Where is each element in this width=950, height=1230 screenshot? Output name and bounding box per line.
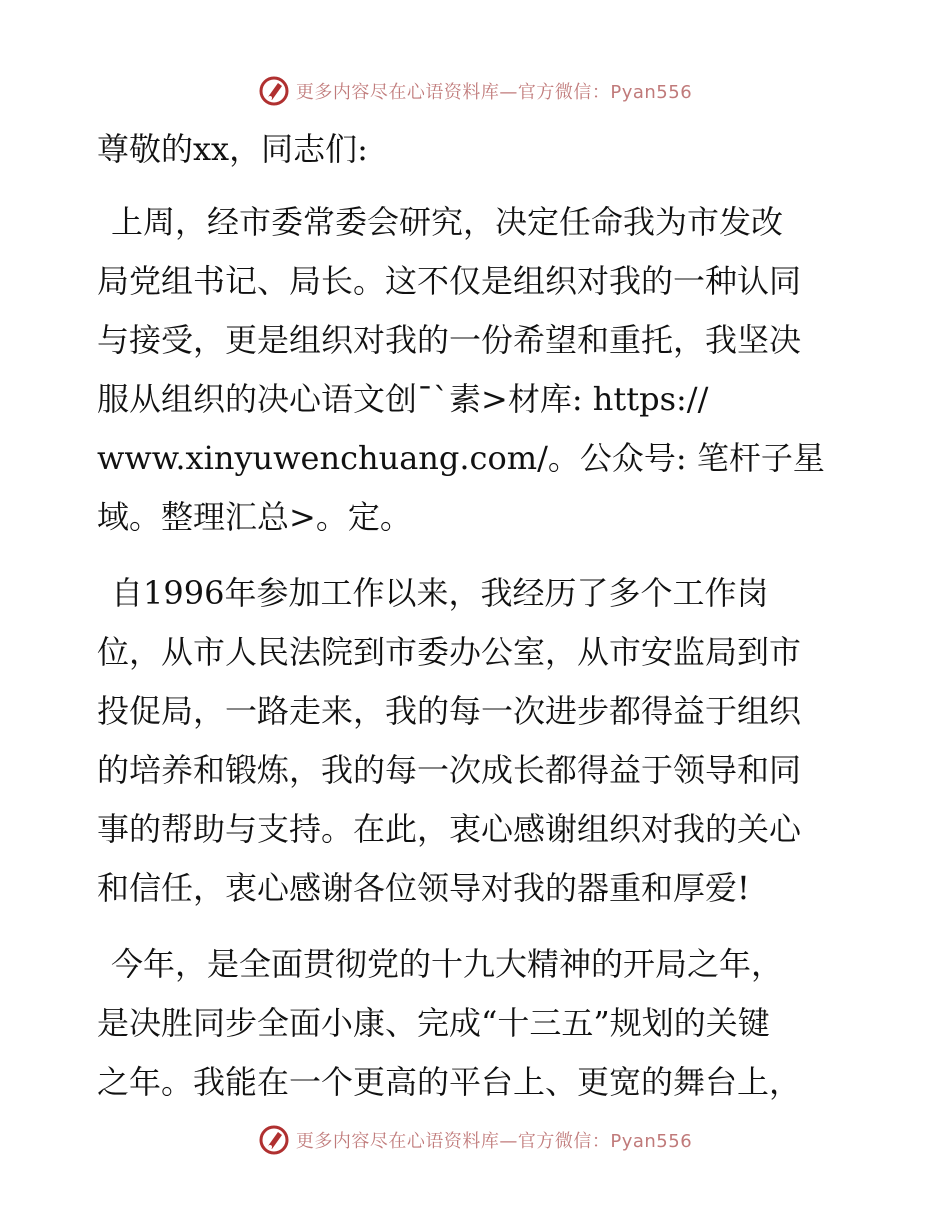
text-line: 局党组书记、局长。这不仅是组织对我的一种认同	[97, 262, 802, 300]
banner-separator: —	[499, 82, 518, 103]
footer-banner	[0, 1120, 950, 1160]
text-line: 之年。我能在一个更高的平台上、更宽的舞台上，	[97, 1063, 802, 1101]
banner-wechat: 官方微信：Pyan556	[517, 82, 693, 103]
banner-title: 更多内容尽在心语资料库	[295, 82, 500, 103]
paragraph-3	[97, 935, 857, 1112]
text-line: 自1996年参加工作以来，我经历了多个工作岗	[111, 574, 769, 612]
pen-logo-icon	[258, 75, 290, 107]
greeting: 尊敬的xx，同志们:	[97, 130, 368, 168]
text-line: www.xinyuwenchuang.com/。公众号: 笔杆子星	[97, 439, 825, 477]
header-banner	[0, 71, 950, 111]
text-line: 域。整理汇总>。定。	[97, 498, 412, 536]
text-line: 服从组织的决心语文创¯`素>材库: https://	[97, 380, 709, 418]
pen-logo-icon	[258, 1124, 290, 1156]
text-line: 事的帮助与支持。在此，衷心感谢组织对我的关心	[97, 810, 802, 848]
banner-text	[296, 78, 692, 104]
text-line: 是决胜同步全面小康、完成“十三五”规划的关键	[97, 1004, 770, 1042]
text-line: 位，从市人民法院到市委办公室，从市安监局到市	[97, 633, 802, 671]
banner-separator: —	[499, 1131, 518, 1152]
document-body	[97, 120, 857, 1129]
text-line: 今年，是全面贯彻党的十九大精神的开局之年，	[111, 945, 784, 983]
text-line: 上周，经市委常委会研究，决定任命我为市发改	[111, 203, 784, 241]
banner-wechat: 官方微信：Pyan556	[517, 1131, 693, 1152]
banner-text	[296, 1127, 692, 1153]
banner-title: 更多内容尽在心语资料库	[295, 1131, 500, 1152]
text-line: 投促局，一路走来，我的每一次进步都得益于组织	[97, 692, 802, 730]
paragraph-2	[97, 564, 857, 918]
text-line: 的培养和锻炼，我的每一次成长都得益于领导和同	[97, 751, 802, 789]
text-line: 和信任，衷心感谢各位领导对我的器重和厚爱!	[97, 869, 750, 907]
text-line: 与接受，更是组织对我的一份希望和重托，我坚决	[97, 321, 802, 359]
paragraph-1	[97, 193, 857, 547]
